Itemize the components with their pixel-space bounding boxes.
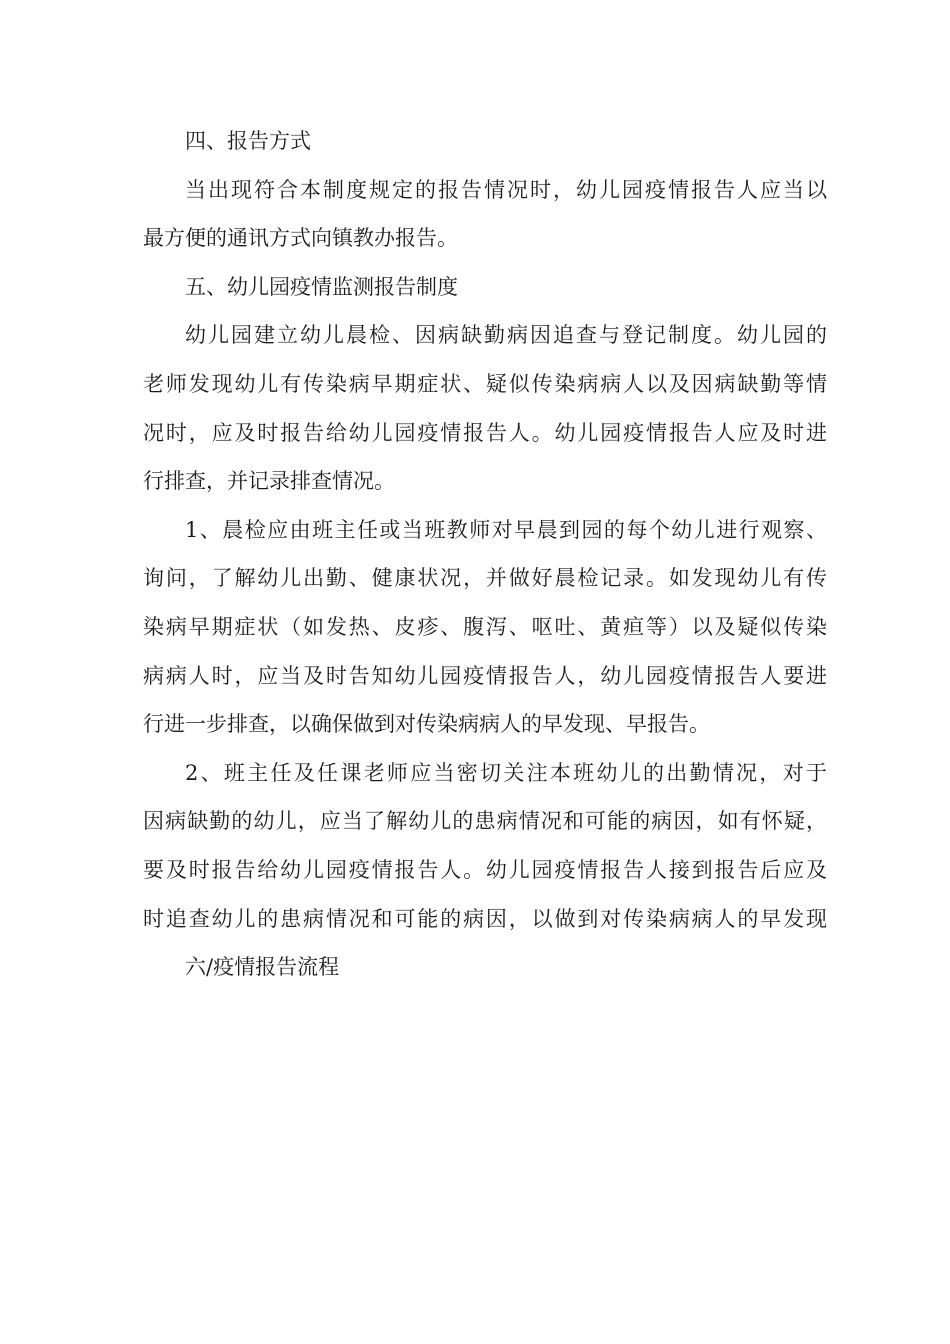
paragraph-line: 行排查，并记录排查情况。 (143, 469, 395, 494)
paragraph-line: 2、班主任及任课老师应当密切关注本班幼儿的出勤情况，对于 (185, 760, 827, 785)
section-heading-monitoring-system: 五、幼儿园疫情监测报告制度 (185, 274, 458, 299)
document-body (143, 117, 827, 992)
paragraph-line: 询问，了解幼儿出勤、健康状况，并做好晨检记录。如发现幼儿有传 (143, 566, 827, 591)
paragraph-line: 染病早期症状（如发热、皮疹、腹泻、呕吐、黄疸等）以及疑似传染 (143, 614, 827, 639)
section-heading-report-process: 六/疫情报告流程 (185, 955, 340, 980)
paragraph-line: 1、晨检应由班主任或当班教师对早晨到园的每个幼儿进行观察、 (185, 517, 827, 542)
paragraph-line: 因病缺勤的幼儿，应当了解幼儿的患病情况和可能的病因，如有怀疑， (143, 809, 827, 834)
paragraph-line: 老师发现幼儿有传染病早期症状、疑似传染病病人以及因病缺勤等情 (143, 371, 827, 396)
paragraph-line: 要及时报告给幼儿园疫情报告人。幼儿园疫情报告人接到报告后应及 (143, 857, 827, 882)
section-heading-report-method: 四、报告方式 (185, 129, 311, 153)
paragraph-line: 幼儿园建立幼儿晨检、因病缺勤病因追查与登记制度。幼儿园的 (185, 323, 827, 348)
paragraph-line: 时追查幼儿的患病情况和可能的病因，以做到对传染病病人的早发现 (143, 906, 827, 931)
paragraph-line: 最方便的通讯方式向镇教办报告。 (143, 226, 458, 251)
paragraph-line: 行进一步排查，以确保做到对传染病病人的早发现、早报告。 (143, 712, 710, 737)
paragraph-line: 病病人时，应当及时告知幼儿园疫情报告人，幼儿园疫情报告人要进 (143, 663, 827, 688)
paragraph-line: 当出现符合本制度规定的报告情况时，幼儿园疫情报告人应当以 (185, 177, 827, 202)
paragraph-line: 况时，应及时报告给幼儿园疫情报告人。幼儿园疫情报告人应及时进 (143, 420, 827, 445)
